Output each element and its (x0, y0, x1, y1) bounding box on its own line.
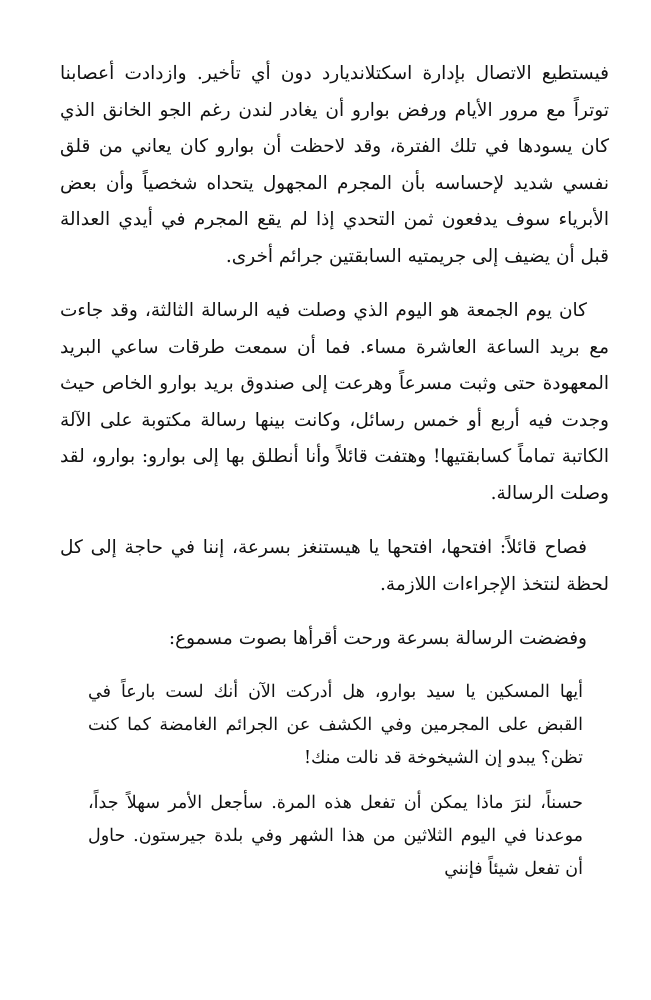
letter-paragraph-2: حسناً، لنرَ ماذا يمكن أن تفعل هذه المرة. سأجعل الأمر سهلاً جداً، موعدنا في اليوم الثلاثين من هذا الشهر وفي بلدة جيرستون. حاول أن تفعل شيئاً فإنني (88, 792, 583, 879)
paragraph-4: وفضضت الرسالة بسرعة ورحت أقرأها بصوت مسموع: (168, 628, 587, 649)
letter-paragraph-1: أيها المسكين يا سيد بوارو، هل أدركت الآن أنك لست بارعاً في القبض على المجرمين وفي الكشف عن الجرائم الغامضة كما كنت تظن؟ يبدو إن الشيخوخة قد نالت منك! (88, 681, 583, 768)
paragraph-1: فيستطيع الاتصال بإدارة اسكتلانديارد دون أي تأخير. وازدادت أعصابنا توتراً مع مرور الأيام ورفض بوارو أن يغادر لندن رغم الجو الخانق الذي كان يسودها في تلك الفترة، وقد لاحظت أن بوارو كان يعاني من قلق نفسي شديد لإحساسه بأن المجرم المجهول يتحداه شخصياً وأن بعض الأبرياء سوف يدفعون ثمن التحدي إذا لم يقع المجرم في أيدي العدالة قبل أن يضيف إلى جريمتيه السابقتين جرائم أخرى. (60, 63, 609, 267)
paragraph-2: كان يوم الجمعة هو اليوم الذي وصلت فيه الرسالة الثالثة، وقد جاءت مع بريد الساعة العاشرة مساء. فما أن سمعت طرقات ساعي البريد المعهودة حتى وثبت مسرعاً وهرعت إلى صندوق بريد بوارو الخاص حيث وجدت فيه أربع أو خمس رسائل، وكانت بينها رسالة مكتوبة على الآلة الكاتبة تماماً كسابقتيها! وهتفت قائلاً وأنا أنطلق بها إلى بوارو: بوارو، لقد وصلت الرسالة. (60, 300, 609, 504)
letter-quote (88, 676, 609, 886)
paragraph-3: فصاح قائلاً: افتحها، افتحها يا هيستنغز بسرعة، إننا في حاجة إلى كل لحظة لنتخذ الإجراءات اللازمة. (60, 537, 609, 595)
